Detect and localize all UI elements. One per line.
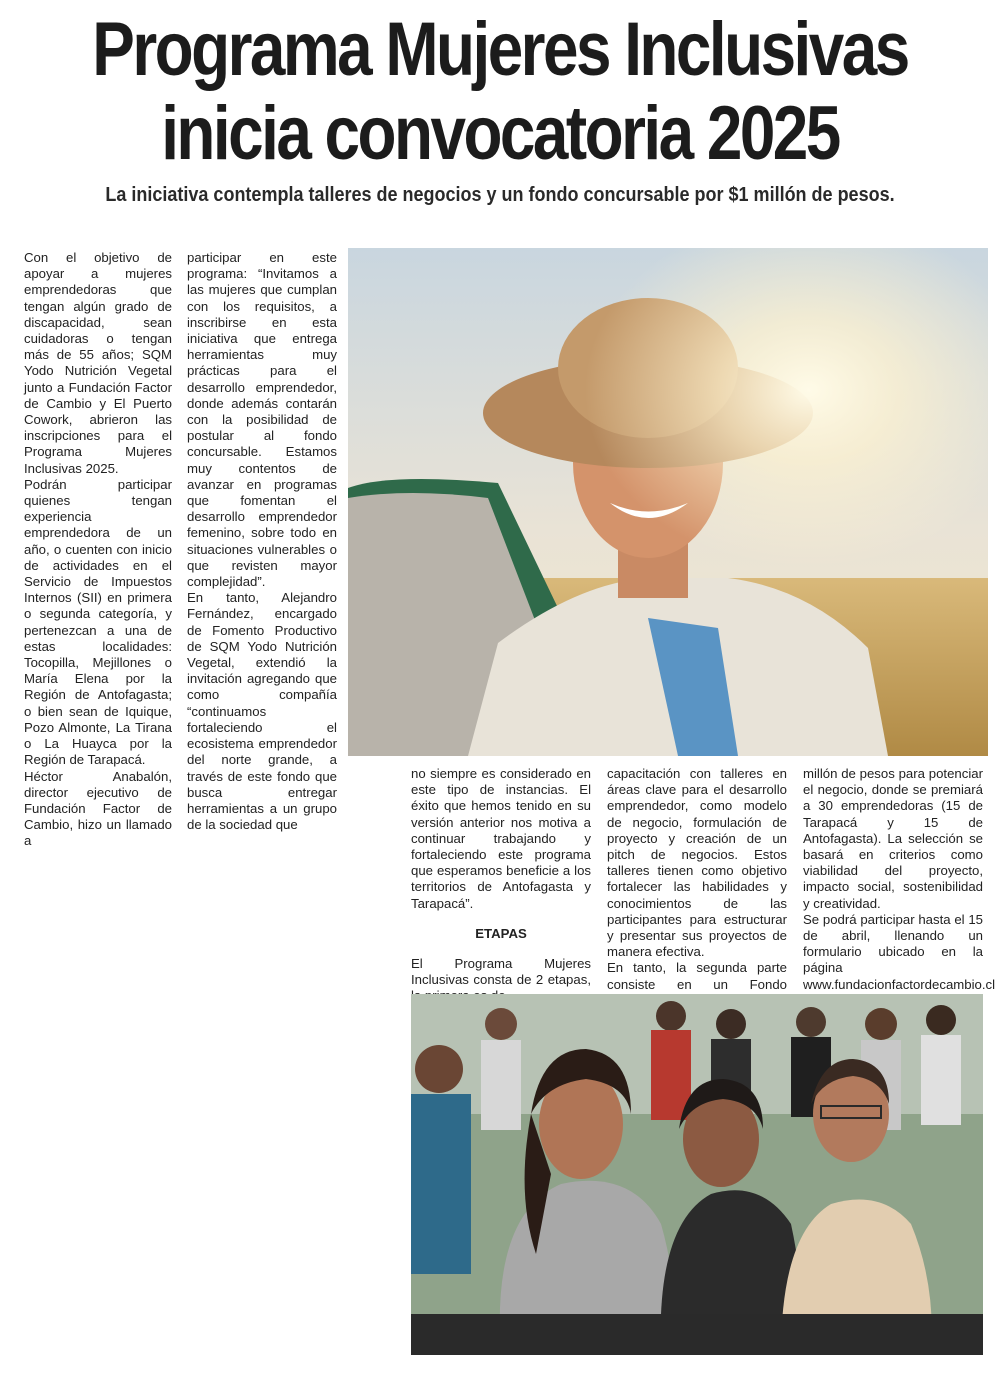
paragraph: En tanto, la segunda parte consiste en un Fondo — [607, 960, 787, 992]
paragraph: Con el objetivo de apoyar a mujeres emprendedoras que tengan algún grado de discapacidad, sean cuidadoras o tengan más de 55 años; SQM Yodo Nutrición Vegetal junto a Fundación Factor de Cambio y El Puerto Cowork, abrieron las inscripciones para el Programa Mujeres Inclusivas 2025. — [24, 250, 172, 476]
paragraph: no siempre es considerado en este tipo de instancias. El éxito que hemos tenido en su versión anterior nos motiva a continuar trabajando y fortaleciendo este programa que esperamos beneficie a los territorios de Antofagasta y Tarapacá”. — [411, 766, 591, 911]
headline — [80, 8, 920, 176]
paragraph: millón de pesos para potenciar el negocio, donde se premiará a 30 emprendedoras (15 de Tarapacá y 15 de Antofagasta). La selección se basará en criterios como viabilidad del proyecto, impacto social, sostenibilidad y creatividad. — [803, 766, 983, 911]
article-column-3 — [411, 766, 591, 1005]
section-title-etapas: ETAPAS — [475, 925, 527, 941]
paragraph: Se podrá participar hasta el 15 de abril, llenando un formulario ubicado en la página www.fundacionfactordecambio.cl — [803, 911, 996, 992]
paragraph: capacitación con talleres en áreas clave para el desarrollo emprendedor, como modelo de negocio, formulación de proyecto y creación de un pitch de negocios. Estos talleres tienen como objetivo fortalecer las habilidades y conocimientos de las participantes para estructurar y presentar sus proyectos de manera efectiva. — [607, 766, 787, 960]
photo-woman-with-hat — [348, 248, 988, 756]
headline-line-2: inicia convocatoria 2025 — [161, 91, 839, 176]
article-column-5 — [803, 766, 996, 1009]
paragraph: El Programa Mujeres Inclusivas consta de 2 etapas, — [411, 956, 591, 988]
headline-line-1: Programa Mujeres Inclusivas — [92, 7, 908, 92]
paragraph: Héctor Anabalón, director ejecutivo de Fundación Factor de Cambio, hizo un llamado a — [24, 768, 172, 849]
paragraph: Podrán participar quienes tengan experiencia emprendedora de un año, o cuenten con inicio de actividades en el Servicio de Impuestos Internos (SII) en primera o segunda categoría, y pertenezcan a una de estas localidades: Tocopilla, Mejillones o María Elena por la Región de Antofagasta; o bien sean de Iquique, Pozo Almonte, La Tirana o La Huayca por la Región de Tarapacá. — [24, 476, 172, 768]
article-column-4 — [607, 766, 787, 1009]
subheadline: La iniciativa contempla talleres de negocios y un fondo concursable por $1 millón de pesos. — [105, 184, 895, 206]
article-column-2 — [187, 250, 337, 833]
photo-women-at-event — [411, 994, 983, 1355]
article-column-1 — [24, 250, 172, 850]
paragraph: participar en este programa: “Invitamos a las mujeres que cumplan con los requisitos, a inscribirse en esta iniciativa que entrega herramientas muy prácticas para el desarrollo emprendedor, donde además contarán con la posibilidad de postular al fondo concursable. Estamos muy contentos de avanzar en programas que fomentan el desarrollo emprendedor femenino, sobre todo en situaciones vulnerables o que revisten mayor complejidad”. — [187, 250, 337, 590]
paragraph: En tanto, Alejandro Fernández, encargado de Fomento Productivo de SQM Yodo Nutrición Vegetal, extendió la invitación agregando que como compañía “continuamos fortaleciendo el ecosistema emprendedor del norte grande, a través de este fondo que busca entregar herramientas a un grupo de la sociedad que — [187, 590, 337, 833]
